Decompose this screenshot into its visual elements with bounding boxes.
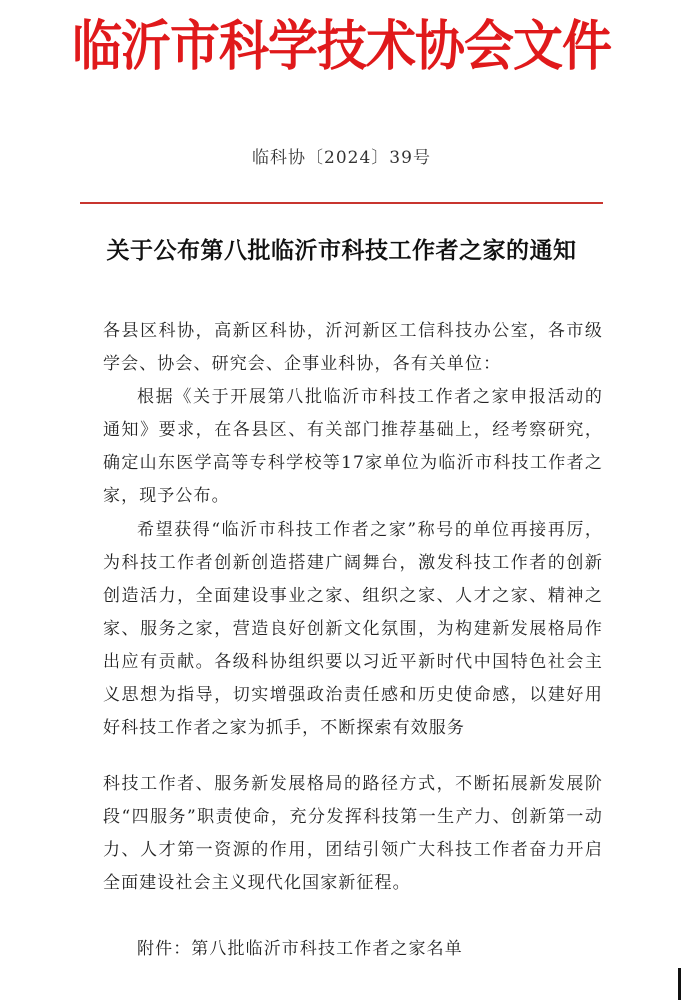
salutation: 各县区科协，高新区科协，沂河新区工信科技办公室，各市级学会、协会、研究会、企事业科协，各有关单位：: [103, 321, 603, 374]
notice-title: 关于公布第八批临沂市科技工作者之家的通知: [106, 237, 577, 264]
header-divider: [80, 202, 603, 204]
paragraph-2-part-2: 科技工作者、服务新发展格局的路径方式，不断拓展新发展阶段“四服务”职责使命，充分发挥科技第一生产力、创新第一动力、人才第一资源的作用，团结引领广大科技工作者奋力开启全面建设社会主义现代化国家新征程。: [103, 774, 603, 893]
paragraph-1: 根据《关于开展第八批临沂市科技工作者之家申报活动的通知》要求，在各县区、有关部门推荐基础上，经考察研究，确定山东医学高等专科学校等17家单位为临沂市科技工作者之家，现予公布。: [103, 387, 603, 506]
attachment-line: 附件：第八批临沂市科技工作者之家名单: [137, 939, 463, 959]
document-header-title: 临沂市科学技术协会文件: [72, 14, 611, 78]
page-edge-mark: [678, 968, 681, 1000]
document-number: 临科协〔2024〕39号: [252, 148, 431, 168]
paragraph-2-part-1: 希望获得“临沂市科技工作者之家”称号的单位再接再厉，为科技工作者创新创造搭建广阔舞台，激发科技工作者的创新创造活力，全面建设事业之家、组织之家、人才之家、精神之家、服务之家，营造良好创新文化氛围，为构建新发展格局作出应有贡献。各级科协组织要以习近平新时代中国特色社会主义思想为指导，切实增强政治责任感和历史使命感，以建好用好科技工作者之家为抓手，不断探索有效服务: [103, 520, 603, 738]
